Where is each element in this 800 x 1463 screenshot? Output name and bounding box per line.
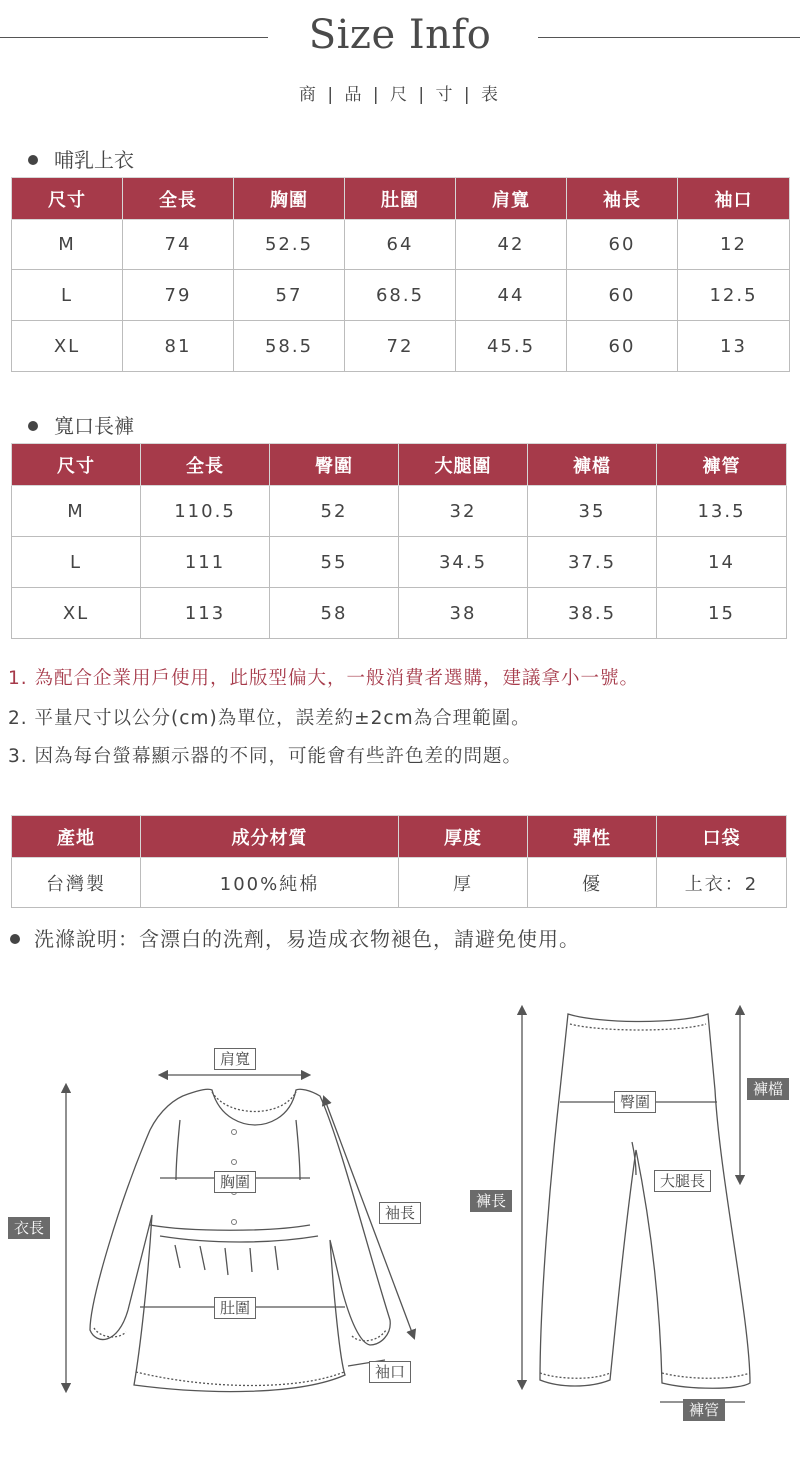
- table-cell: XL: [12, 588, 141, 639]
- note-1: 1. 為配合企業用戶使用，此版型偏大，一般消費者選購，建議拿小一號。: [8, 668, 640, 689]
- column-header: 大腿圍: [399, 444, 528, 486]
- table-cell: L: [12, 537, 141, 588]
- table-cell: 57: [234, 270, 345, 321]
- top-section-heading: [28, 144, 134, 173]
- table-cell: 34.5: [399, 537, 528, 588]
- table-cell: 優: [528, 858, 657, 908]
- table-cell: 38.5: [528, 588, 657, 639]
- table-cell: 111: [141, 537, 270, 588]
- column-header: 胸圍: [234, 178, 345, 220]
- table-cell: 35: [528, 486, 657, 537]
- table-cell: 44: [456, 270, 567, 321]
- table-cell: 厚: [399, 858, 528, 908]
- pants-size-table: [11, 443, 787, 639]
- table-cell: 12.5: [678, 270, 790, 321]
- pants-outline: [540, 1014, 750, 1388]
- top-garment-outline: [90, 1089, 390, 1391]
- table-cell: 14: [657, 537, 787, 588]
- table-row: [12, 858, 787, 908]
- column-header: 尺寸: [12, 444, 141, 486]
- table-cell: 68.5: [345, 270, 456, 321]
- table-cell: 52.5: [234, 220, 345, 270]
- column-header: 肚圍: [345, 178, 456, 220]
- garment-diagram: [0, 990, 800, 1463]
- label-pants-length: 褲長: [470, 1190, 512, 1212]
- table-cell: M: [12, 486, 141, 537]
- table-row: [12, 486, 787, 537]
- pants-section-title: 寬口長褲: [54, 414, 134, 438]
- table-row: [12, 220, 790, 270]
- table-cell: M: [12, 220, 123, 270]
- column-header: 褲管: [657, 444, 787, 486]
- table-cell: 37.5: [528, 537, 657, 588]
- column-header: 褲檔: [528, 444, 657, 486]
- table-header-row: [12, 178, 790, 220]
- table-cell: 台灣製: [12, 858, 141, 908]
- table-row: [12, 537, 787, 588]
- label-top-length: 衣長: [8, 1217, 50, 1239]
- column-header: 厚度: [399, 816, 528, 858]
- table-cell: 60: [567, 321, 678, 372]
- table-cell: 72: [345, 321, 456, 372]
- label-chest: 胸圍: [214, 1171, 256, 1193]
- top-section-title: 哺乳上衣: [54, 148, 134, 172]
- table-cell: 81: [123, 321, 234, 372]
- note-2: 2. 平量尺寸以公分(cm)為單位，誤差約±2cm為合理範圍。: [8, 708, 531, 729]
- column-header: 全長: [123, 178, 234, 220]
- table-cell: 58: [270, 588, 399, 639]
- label-sleeve-length: 袖長: [379, 1202, 421, 1224]
- column-header: 臀圍: [270, 444, 399, 486]
- table-cell: 113: [141, 588, 270, 639]
- label-shoulder: 肩寬: [214, 1048, 256, 1070]
- label-crotch: 褲檔: [747, 1078, 789, 1100]
- column-header: 肩寬: [456, 178, 567, 220]
- table-row: [12, 588, 787, 639]
- table-cell: 64: [345, 220, 456, 270]
- column-header: 全長: [141, 444, 270, 486]
- column-header: 袖口: [678, 178, 790, 220]
- table-cell: 38: [399, 588, 528, 639]
- table-cell: 12: [678, 220, 790, 270]
- table-cell: 13.5: [657, 486, 787, 537]
- label-cuff: 袖口: [369, 1361, 411, 1383]
- top-size-table: [11, 177, 790, 372]
- label-waist: 肚圍: [214, 1297, 256, 1319]
- column-header: 尺寸: [12, 178, 123, 220]
- table-cell: L: [12, 270, 123, 321]
- table-cell: 42: [456, 220, 567, 270]
- table-cell: 上衣：2: [657, 858, 787, 908]
- column-header: 口袋: [657, 816, 787, 858]
- wash-note: [10, 923, 580, 952]
- table-cell: 52: [270, 486, 399, 537]
- page-subtitle: 商 | 品 | 尺 | 寸 | 表: [298, 85, 502, 105]
- material-table: [11, 815, 787, 908]
- table-cell: 55: [270, 537, 399, 588]
- column-header: 產地: [12, 816, 141, 858]
- pants-section-heading: [28, 410, 134, 439]
- table-cell: XL: [12, 321, 123, 372]
- label-thigh: 大腿長: [654, 1170, 711, 1192]
- table-cell: 60: [567, 220, 678, 270]
- label-leg-opening: 褲管: [683, 1399, 725, 1421]
- table-cell: 110.5: [141, 486, 270, 537]
- table-cell: 32: [399, 486, 528, 537]
- table-cell: 60: [567, 270, 678, 321]
- note-3: 3. 因為每台螢幕顯示器的不同，可能會有些許色差的問題。: [8, 746, 523, 767]
- page-title: Size Info: [308, 12, 492, 58]
- bullet-icon: [28, 155, 38, 165]
- table-cell: 15: [657, 588, 787, 639]
- table-cell: 74: [123, 220, 234, 270]
- column-header: 成分材質: [141, 816, 399, 858]
- column-header: 彈性: [528, 816, 657, 858]
- table-header-row: [12, 816, 787, 858]
- table-cell: 79: [123, 270, 234, 321]
- bullet-icon: [10, 934, 20, 944]
- table-cell: 58.5: [234, 321, 345, 372]
- table-cell: 100%純棉: [141, 858, 399, 908]
- table-row: [12, 270, 790, 321]
- label-hip: 臀圍: [614, 1091, 656, 1113]
- wash-note-text: 洗滌說明：含漂白的洗劑，易造成衣物褪色，請避免使用。: [34, 927, 580, 951]
- table-row: [12, 321, 790, 372]
- table-cell: 13: [678, 321, 790, 372]
- column-header: 袖長: [567, 178, 678, 220]
- bullet-icon: [28, 421, 38, 431]
- table-cell: 45.5: [456, 321, 567, 372]
- table-header-row: [12, 444, 787, 486]
